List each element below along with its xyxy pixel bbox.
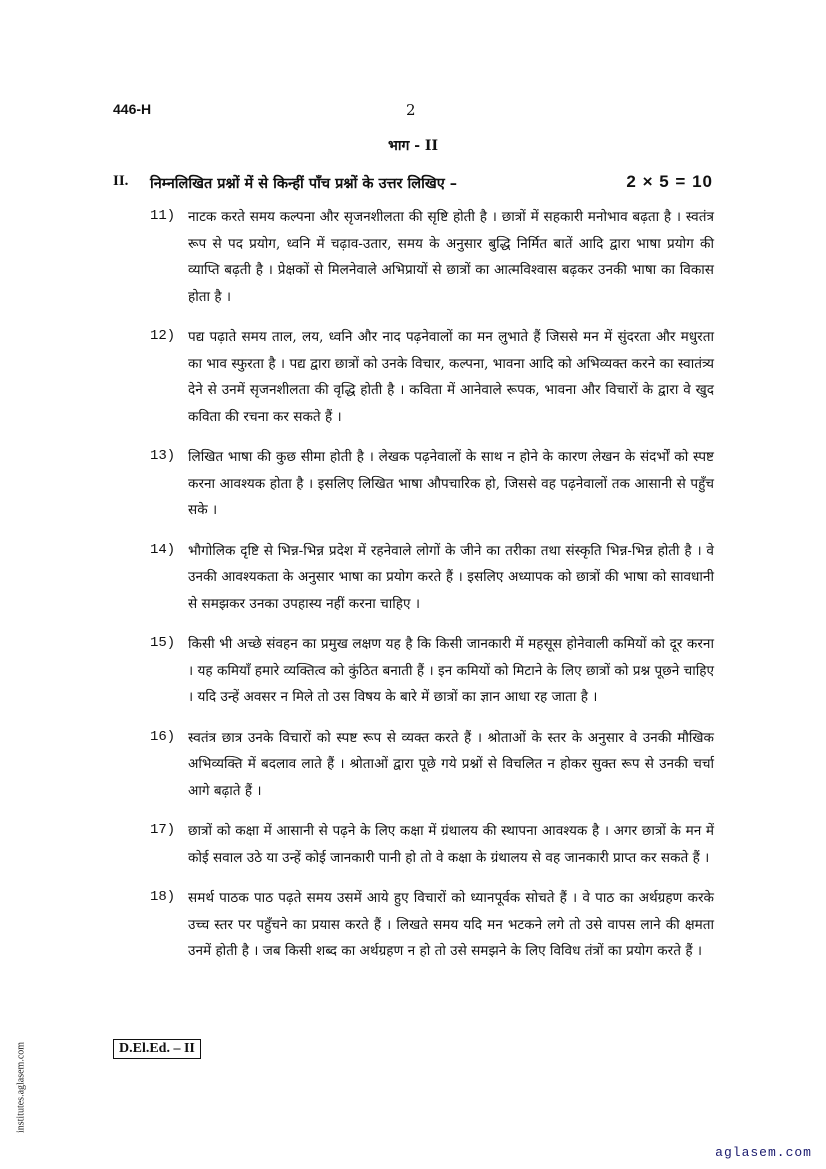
page-number: 2 <box>406 101 416 119</box>
answer-text: समर्थ पाठक पाठ पढ़ते समय उसमें आये हुए विचारों को ध्यानपूर्वक सोचते हैं । वे पाठ का अर्थग्रहण करके उच्च स्तर पर पहुँचने का प्रयास करते हैं । लिखते समय यदि मन भटकने लगे तो उसे वापस लाने की क्षमता उनमें होती है । जब किसी शब्द का अर्थग्रहण न हो तो उसे समझने के लिए विविध तंत्रों का प्रयोग करते हैं । <box>188 890 714 959</box>
answer-item <box>150 818 714 871</box>
answer-text: पद्य पढ़ाते समय ताल, लय, ध्वनि और नाद पढ़नेवालों का मन लुभाते हैं जिससे मन में सुंदरता और मधुरता का भाव स्फुरता है । पद्य द्वारा छात्रों को उनके विचार, कल्पना, भावना आदि को अभिव्यक्त करने का स्वातंत्र्य देने से उनमें सृजनशीलता की वृद्धि होती है । कविता में आनेवाले रूपक, भावना और विचारों के द्वारा वे खुद कविता की रचना कर सकते हैं । <box>188 329 714 425</box>
answer-number: 16) <box>150 728 176 745</box>
brand-link[interactable]: aglasem.com <box>715 1145 812 1160</box>
answer-text: लिखित भाषा की कुछ सीमा होती है । लेखक पढ़नेवालों के साथ न होने के कारण लेखन के संदर्भों को स्पष्ट करना आवश्यक होता है । इसलिए लिखित भाषा औपचारिक हो, जिससे वह पढ़नेवालों तक आसानी से पहुँच सके । <box>188 449 714 518</box>
answer-text: किसी भी अच्छे संवहन का प्रमुख लक्षण यह है कि किसी जानकारी में महसूस होनेवाली कमियों को दूर करना । यह कमियाँ हमारे व्यक्तित्व को कुंठित बनाती हैं । इन कमियों को मिटाने के लिए छात्रों को प्रश्न पूछने चाहिए । यदि उन्हें अवसर न मिले तो उस विषय के बारे में छात्रों का ज्ञान आधा रह जाता है । <box>188 636 714 705</box>
answer-number: 13) <box>150 448 176 464</box>
answer-number: 15) <box>150 635 176 651</box>
answer-text: नाटक करते समय कल्पना और सृजनशीलता की सृष्टि होती है । छात्रों में सहकारी मनोभाव बढ़ता है । स्वतंत्र रूप से पद प्रयोग, ध्वनि में चढ़ाव-उतार, समय के अनुसार बुद्धि निर्मित बातें आदि द्वारा भाषा प्रयोग की व्याप्ति बढ़ती है । प्रेक्षकों से मिलनेवाले अभिप्रायों से छात्रों का आत्मविश्वास बढ़कर उनकी भाषा का विकास होता है । <box>188 209 714 305</box>
answer-item <box>150 538 714 618</box>
question-instruction: निम्नलिखित प्रश्नों में से किन्हीं पाँच प्रश्नों के उत्तर लिखिए – <box>150 175 458 192</box>
answer-item <box>150 725 714 805</box>
part-title: भाग - II <box>387 138 438 154</box>
answer-list <box>150 204 714 979</box>
answer-item <box>150 324 714 430</box>
answer-number: 18) <box>150 889 176 905</box>
marks-label: 2 × 5 = 10 <box>626 172 713 191</box>
answer-number: 11) <box>150 208 176 224</box>
answer-item <box>150 885 714 965</box>
paper-code: 446-H <box>113 101 152 117</box>
answer-text: छात्रों को कक्षा में आसानी से पढ़ने के लिए कक्षा में ग्रंथालय की स्थापना आवश्यक है । अगर छात्रों के मन में कोई सवाल उठे या उन्हें कोई जानकारी पानी हो तो वे कक्षा के ग्रंथालय से वह जानकारी प्राप्त कर सकते हैं । <box>188 823 714 866</box>
side-watermark: institutes.aglasem.com <box>15 1041 27 1134</box>
answer-text: स्वतंत्र छात्र उनके विचारों को स्पष्ट रूप से व्यक्त करते हैं । श्रोताओं के स्तर के अनुसार वे उनकी मौखिक अभिव्यक्ति में बदलाव लाते हैं । श्रोताओं द्वारा पूछे गये प्रश्नों से विचलित न होकर सुक्त रूप से उनकी चर्चा आगे बढ़ाते हैं । <box>188 729 714 799</box>
answer-item <box>150 444 714 524</box>
question-number: II. <box>113 173 129 189</box>
answer-text: भौगोलिक दृष्टि से भिन्न-भिन्न प्रदेश में रहनेवाले लोगों के जीने का तरीका तथा संस्कृति भिन्न-भिन्न होती है । वे उनकी आवश्यकता के अनुसार भाषा का प्रयोग करते हैं । इसलिए अध्यापक को छात्रों की भाषा को सावधानी से समझकर उनका उपहास्य नहीं करना चाहिए । <box>188 542 714 612</box>
course-label-box: D.El.Ed. – II <box>113 1039 201 1059</box>
answer-number: 17) <box>150 822 176 838</box>
answer-item <box>150 204 714 310</box>
answer-number: 14) <box>150 541 176 558</box>
answer-number: 12) <box>150 328 176 344</box>
answer-item <box>150 631 714 711</box>
